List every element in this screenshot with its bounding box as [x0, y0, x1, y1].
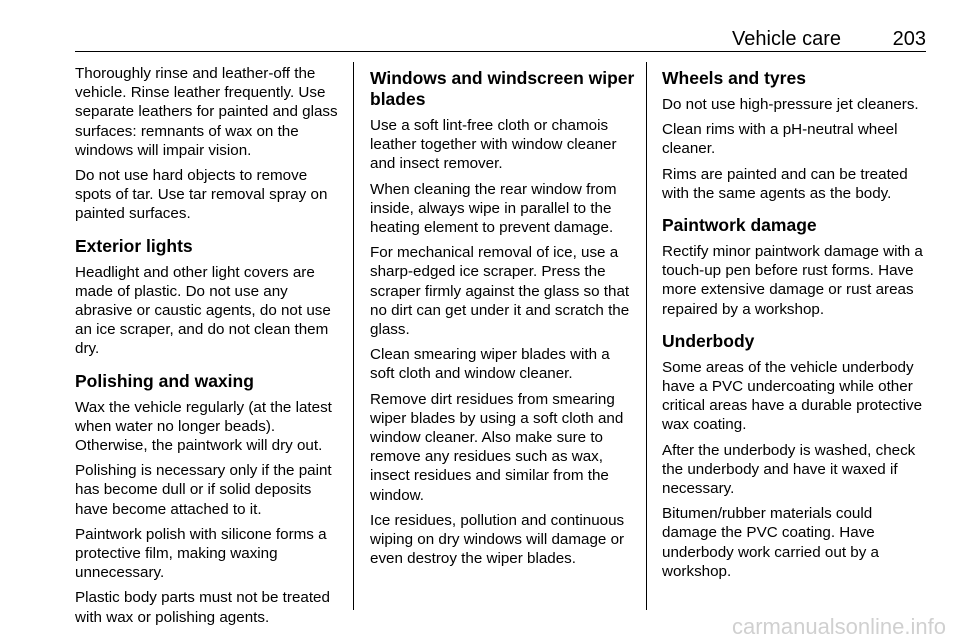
paragraph: Do not use high-pressure jet cleaners.	[662, 96, 919, 113]
paragraph: Clean rims with a pH-neutral wheel cleaner.	[662, 121, 898, 158]
column-middle	[370, 64, 638, 574]
heading-paintwork-damage: Paintwork damage	[662, 215, 817, 236]
paragraph: Bitumen/rubber materials could damage the PVC coating. Have underbody work carried out by a workshop.	[662, 505, 879, 580]
column-left	[75, 64, 343, 633]
heading-polishing-waxing: Polishing and waxing	[75, 370, 254, 391]
paragraph: Use a soft lint-free cloth or chamois leather together with window cleaner and insect remover.	[370, 117, 617, 173]
page-number: 203	[892, 28, 926, 50]
paragraph: When cleaning the rear window from inside, always wipe in parallel to the heating element to prevent damage.	[370, 180, 617, 237]
section-title: Vehicle care	[732, 28, 841, 50]
paragraph: Clean smearing wiper blades with a soft cloth and window cleaner.	[370, 346, 610, 383]
paragraph: Some areas of the vehicle underbody have a PVC undercoating while other critical areas have a durable protective wax coating.	[662, 358, 923, 434]
paragraph: Paintwork polish with silicone forms a protective film, making waxing unnecessary.	[75, 525, 327, 582]
column-divider-1	[353, 62, 354, 610]
paragraph: Ice residues, pollution and continuous wiping on dry windows will damage or even destroy the wiper blades.	[370, 511, 625, 568]
paragraph: Do not use hard objects to remove spots of tar. Use tar removal spray on painted surfaces.	[75, 167, 328, 223]
header-rule	[75, 51, 926, 52]
watermark: carmanualsonline.info	[731, 614, 946, 639]
paragraph: After the underbody is washed, check the underbody and have it waxed if necessary.	[662, 441, 916, 498]
paragraph: Rectify minor paintwork damage with a touch-up pen before rust forms. Have more extensive damage or rust areas repaired by a workshop.	[662, 243, 923, 318]
page-header	[75, 24, 926, 52]
paragraph: Remove dirt residues from smearing wiper blades by using a soft cloth and window cleaner. Also make sure to remove any residues such as wax, insect residues and similar from the window.	[370, 390, 624, 504]
heading-underbody: Underbody	[662, 330, 755, 351]
heading-wheels-tyres: Wheels and tyres	[662, 68, 806, 88]
paragraph: Polishing is necessary only if the paint has become dull or if solid deposits have become attached to it.	[75, 462, 332, 518]
paragraph: Plastic body parts must not be treated with wax or polishing agents.	[75, 589, 330, 626]
column-divider-2	[646, 62, 647, 610]
paragraph: Wax the vehicle regularly (at the latest when water no longer beads). Otherwise, the paintwork will dry out.	[75, 398, 332, 455]
paragraph: For mechanical removal of ice, use a sharp-edged ice scraper. Press the scraper firmly against the glass so that no dirt can get under it and scratch the glass.	[370, 244, 630, 339]
heading-windows-wipers: Windows and windscreen wiper blades	[370, 68, 635, 109]
paragraph: Rims are painted and can be treated with the same agents as the body.	[662, 165, 908, 202]
paragraph: Headlight and other light covers are made of plastic. Do not use any abrasive or caustic agents, do not use an ice scraper, and do not clean them dry.	[75, 263, 331, 358]
column-right	[662, 64, 930, 587]
paragraph: Thoroughly rinse and leather-off the vehicle. Rinse leather frequently. Use separate leathers for painted and glass surfaces: remnants of wax on the windows will impair vision.	[75, 65, 338, 159]
heading-exterior-lights: Exterior lights	[75, 235, 193, 256]
